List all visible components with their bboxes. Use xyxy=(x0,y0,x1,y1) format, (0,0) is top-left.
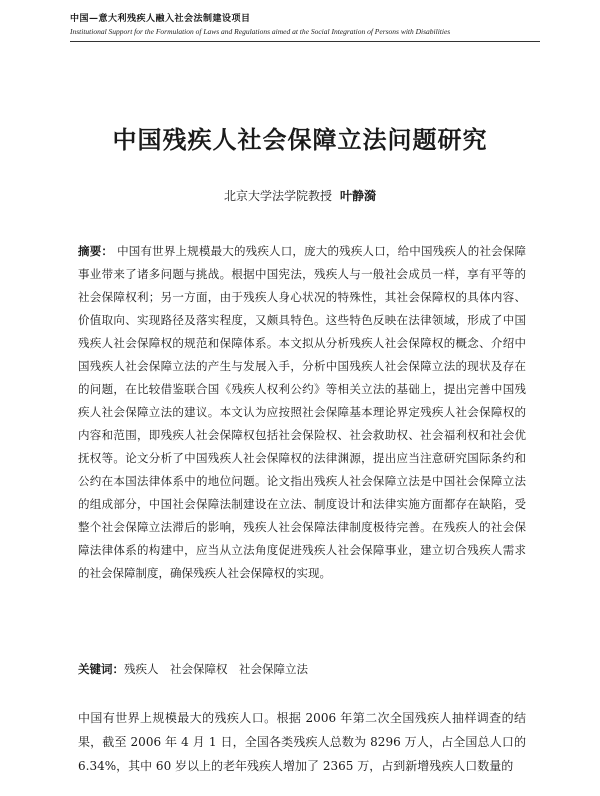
body-paragraph: 中国有世界上规模最大的残疾人口。根据 2006 年第二次全国残疾人抽样调查的结果，截至 2006 年 4 月 1 日，全国各类残疾人总数为 8296 万人，占全国总人口的 6.34%，其中 60 岁以上的老年残疾人增加了 2365 万，占到新增残疾人口数量的 xyxy=(78,711,526,773)
paper-title: 中国残疾人社会保障立法问题研究 xyxy=(112,126,488,154)
keywords-label: 关键词： xyxy=(78,662,124,676)
keywords xyxy=(78,660,526,678)
header-project-title: 中国—意大利残疾人融入社会法制建设项目 xyxy=(70,14,251,24)
abstract-text: 中国有世界上规模最大的残疾人口，庞大的残疾人口，给中国残疾人的社会保障事业带来了诸多问题与挑战。根据中国宪法，残疾人与一般社会成员一样，享有平等的社会保障权利；另一方面，由于残疾人身心状况的特殊性，其社会保障权的具体内容、价值取向、实现路径及落实程度，又颇具特色。这些特色反映在法律领域，形成了中国残疾人社会保障权的规范和保障体系。本文拟从分析残疾人社会保障权的概念、介绍中国残疾人社会保障立法的产生与发展入手，分析中国残疾人社会保障立法的现状及存在的问题，在比较借鉴联合国《残疾人权利公约》等相关立法的基础上，提出完善中国残疾人社会保障立法的建议。本文认为应按照社会保障基本理论界定残疾人社会保障权的内容和范围，即残疾人社会保障权包括社会保险权、社会救助权、社会福利权和社会优抚权等。论文分析了中国残疾人社会保障权的法律渊源，提出应当注意研究国际条约和公约在本国法律体系中的地位问题。论文指出残疾人社会保障立法是中国社会保障立法的组成部分，中国社会保障法制建设在立法、制度设计和法律实施方面都存在缺陷，受整个社会保障立法滞后的影响，残疾人社会保障法律制度极待完善。在残疾人的社会保障法律体系的构建中，应当从立法角度促进残疾人社会保障事业，建立切合残疾人需求的社会保障制度，确保残疾人社会保障权的实现。 xyxy=(78,244,527,580)
author-name: 叶静漪 xyxy=(340,189,377,203)
author-line xyxy=(0,188,600,204)
running-header xyxy=(70,12,540,37)
author-affiliation: 北京大学法学院教授 xyxy=(223,189,332,203)
header-divider xyxy=(70,41,540,42)
abstract-label: 摘要： xyxy=(78,244,114,258)
abstract xyxy=(78,240,526,585)
keywords-text: 残疾人 社会保障权 社会保障立法 xyxy=(124,662,308,676)
header-project-title-english: Institutional Support for the Formulation of Laws and Regulations aimed at the Social Integration of Persons with Disabilities xyxy=(70,27,451,36)
